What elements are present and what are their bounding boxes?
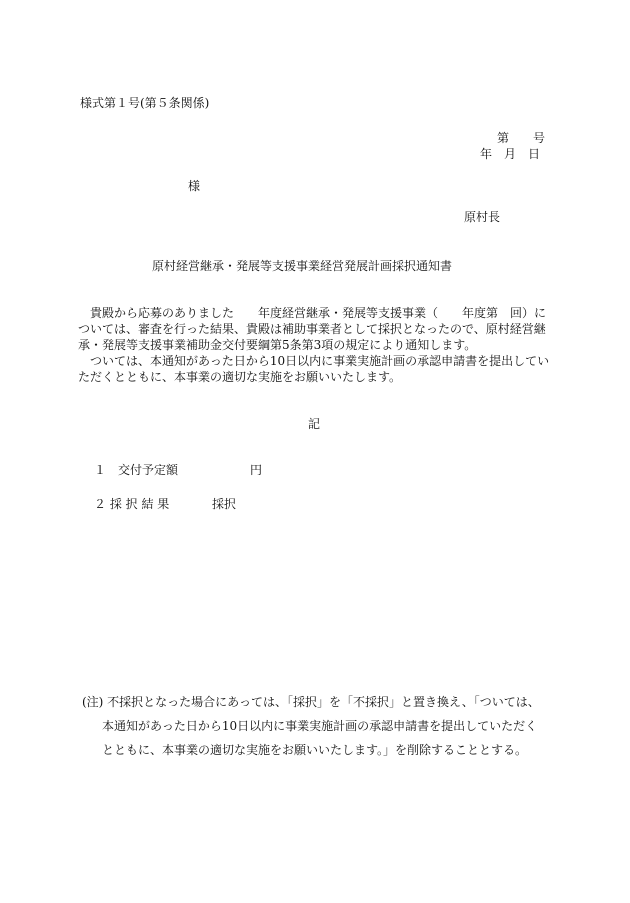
ki-heading: 記 xyxy=(308,417,321,431)
body-line: ついては、本通知があった日から10日以内に事業実施計画の承認申請書を提出してい xyxy=(78,354,550,368)
body-line: 貴殿から応募のありました 年度経営継承・発展等支援事業（ 年度第 回）に xyxy=(78,306,547,320)
document-date: 年 月 日 xyxy=(480,147,541,161)
body-line: ただくとともに、本事業の適切な実施をお願いいたします。 xyxy=(78,370,402,384)
form-number: 様式第１号(第５条関係) xyxy=(80,96,210,110)
body-line: 承・発展等支援事業補助金交付要綱第5条第3項の規定により通知します。 xyxy=(78,338,477,352)
item-grant-amount-unit: 円 xyxy=(250,463,263,477)
issuer-name: 原村長 xyxy=(464,210,501,224)
footnote xyxy=(82,690,562,762)
item-selection-result-value: 採択 xyxy=(212,497,237,511)
addressee-suffix: 様 xyxy=(188,179,201,193)
item-grant-amount-label: １ 交付予定額 xyxy=(94,463,179,477)
footnote-line: 本通知があった日から10日以内に事業実施計画の承認申請書を提出していただく xyxy=(102,719,538,733)
body-line: ついては、審査を行った結果、貴殿は補助事業者として採択となったので、原村経営継 xyxy=(78,322,546,336)
footnote-line: とともに、本事業の適切な実施をお願いいたします。」を削除することとする。 xyxy=(102,743,528,757)
document-title: 原村経営継承・発展等支援事業経営発展計画採択通知書 xyxy=(152,259,453,273)
footnote-line: (注) 不採択となった場合にあっては、「採択」を「不採択」と置き換え、「ついては、 xyxy=(82,695,540,709)
document-number: 第 号 xyxy=(497,131,546,145)
body-paragraph xyxy=(78,305,553,385)
item-selection-result-label: ２ 採 択 結 果 xyxy=(94,497,170,511)
